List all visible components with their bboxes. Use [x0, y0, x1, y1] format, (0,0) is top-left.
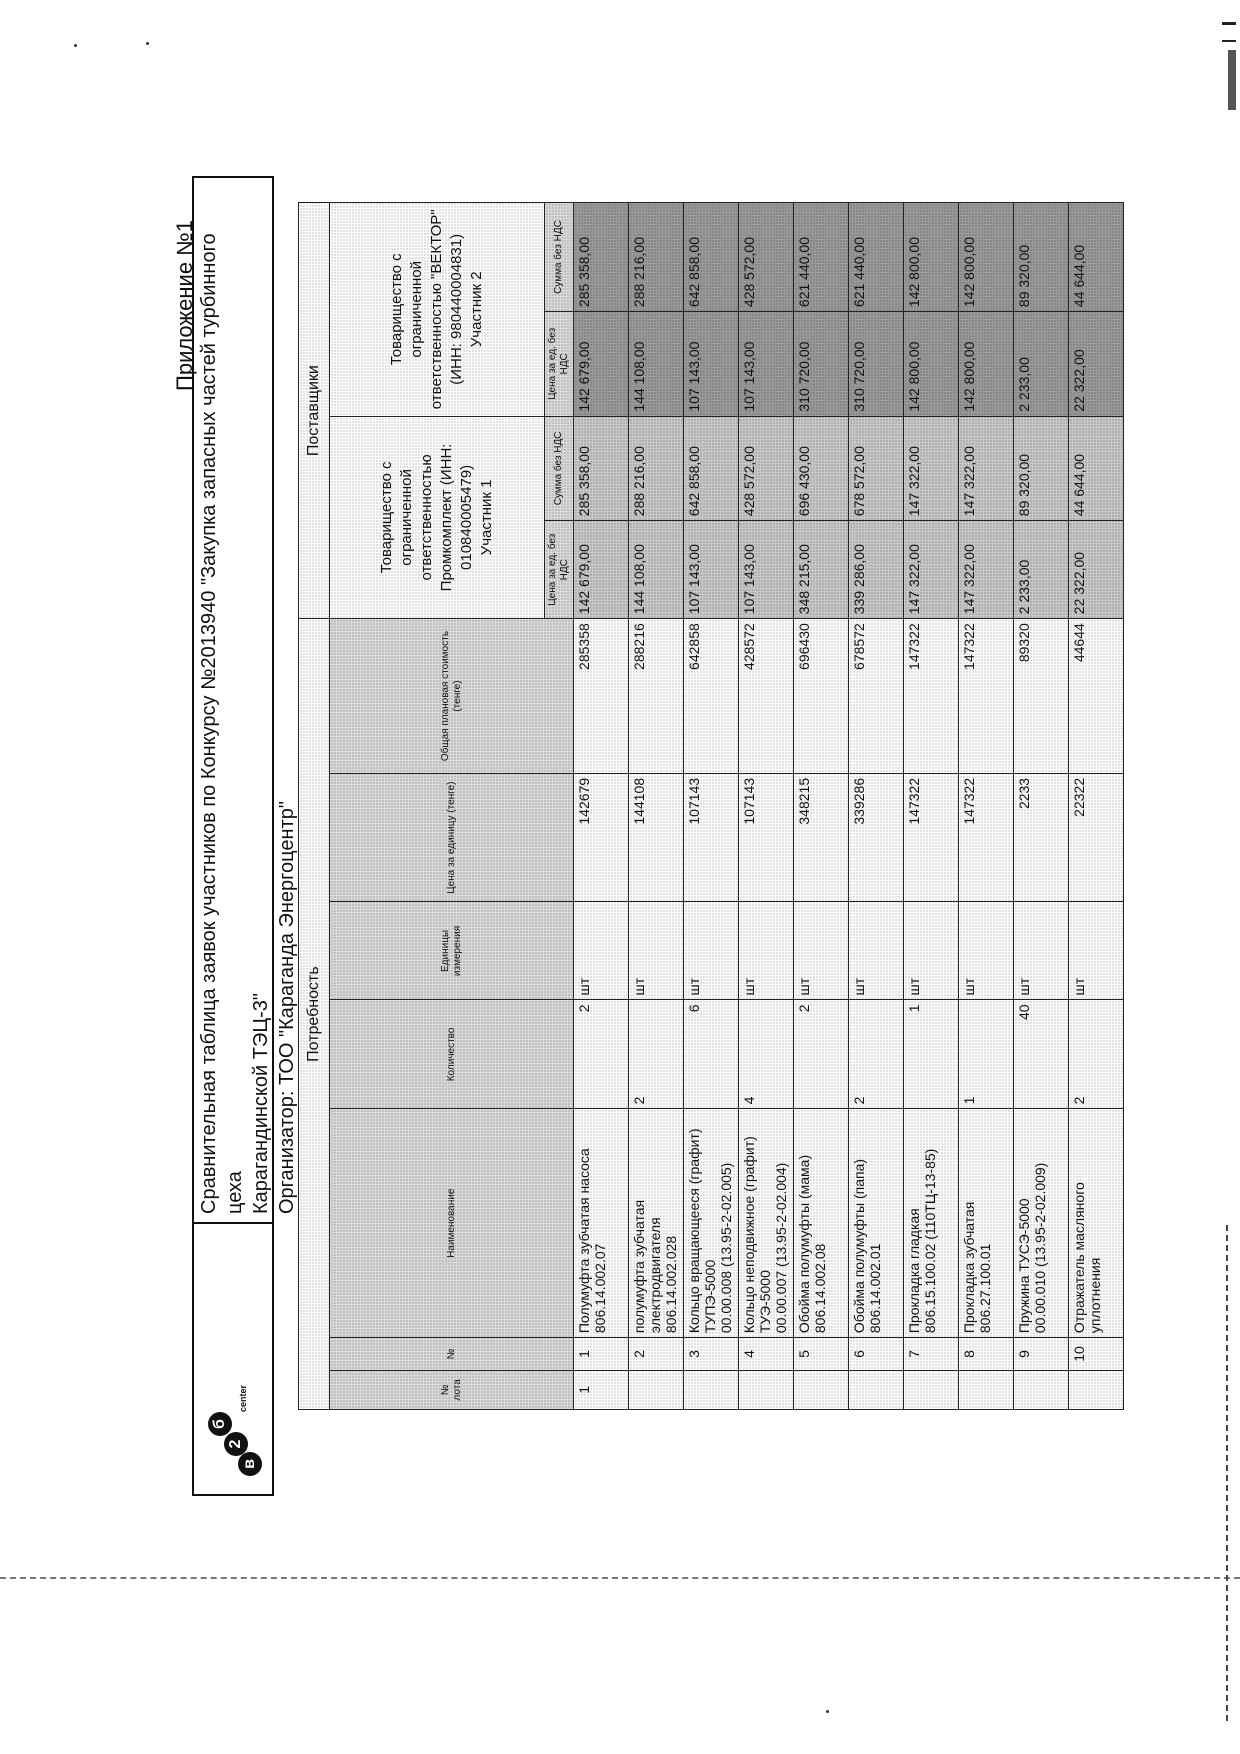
col-unit-price: Цена за единицу (тенге): [330, 773, 574, 902]
qty-value: 2: [851, 1096, 867, 1105]
col-total: Общая плановая стоимость (тенге): [330, 619, 574, 774]
cell-p1-sum: 696 430,00: [794, 416, 849, 521]
cell-no: 1: [574, 1338, 629, 1371]
logo-caption: center: [238, 1384, 248, 1412]
col-no: №: [330, 1338, 574, 1371]
cell-lot: [959, 1370, 1014, 1409]
supplier-2-col-sum: Сумма без НДС: [545, 203, 574, 312]
cell-p2-price: 310 720,00: [794, 312, 849, 417]
table-row: [739, 203, 794, 1410]
col-qty: Количество: [330, 1000, 574, 1109]
supplier-1-header: [330, 416, 545, 619]
cell-unit-price: 144108: [629, 773, 684, 902]
cell-lot: [629, 1370, 684, 1409]
cell-unit-price: 147322: [904, 773, 959, 902]
cell-p1-price: 142 679,00: [574, 521, 629, 619]
cell-total: 288216: [629, 619, 684, 774]
cell-name: [904, 1109, 959, 1338]
cell-p2-sum: 621 440,00: [849, 203, 904, 312]
appendix-label: Приложение №1: [172, 220, 197, 391]
cell-unit: шт: [574, 902, 629, 1000]
table-row: [574, 203, 629, 1410]
cell-p2-price: 144 108,00: [629, 312, 684, 417]
cell-unit-price: 142679: [574, 773, 629, 902]
cell-p1-sum: 678 572,00: [849, 416, 904, 521]
cell-name: [629, 1109, 684, 1338]
cell-unit: шт: [684, 902, 739, 1000]
cell-no: 4: [739, 1338, 794, 1371]
title-cell: [194, 178, 298, 1222]
document-title-line1: Сравнительная таблица заявок участников по Конкурсу №2013940 "Закупка запасных частей турбинного цеха: [198, 233, 246, 1214]
table-row: [629, 203, 684, 1410]
scan-edge-mark: [1222, 40, 1236, 42]
cell-unit: шт: [629, 902, 684, 1000]
cell-lot: [1014, 1370, 1069, 1409]
col-name: Наименование: [330, 1109, 574, 1338]
qty-value: 2: [796, 1004, 812, 1013]
logo-circle: 2: [224, 1432, 248, 1456]
supplier-1-participant: Участник 1: [478, 479, 495, 556]
item-code: 00.00.007 (13.95-2-02.004): [773, 1162, 789, 1334]
item-code: 806.27.100.01: [977, 1243, 993, 1334]
logo-circle: б: [208, 1412, 232, 1436]
cell-unit: шт: [739, 902, 794, 1000]
cell-p2-sum: 285 358,00: [574, 203, 629, 312]
cell-p1-sum: 89 320,00: [1014, 416, 1069, 521]
scan-edge-mark: [1228, 50, 1236, 110]
item-code: 00.00.010 (13.95-2-02.009): [1032, 1162, 1048, 1334]
item-name: Прокладка гладкая: [906, 1208, 922, 1334]
section-need: Потребность: [299, 619, 330, 1410]
cell-lot: [1069, 1370, 1124, 1409]
cell-qty: [574, 1000, 629, 1109]
cell-p1-sum: 147 322,00: [904, 416, 959, 521]
cell-no: 2: [629, 1338, 684, 1371]
item-code: 806.14.002.01: [867, 1243, 883, 1334]
cell-unit: шт: [959, 902, 1014, 1000]
cell-p1-price: 147 322,00: [959, 521, 1014, 619]
cell-unit-price: 348215: [794, 773, 849, 902]
cell-p1-price: 348 215,00: [794, 521, 849, 619]
item-code: 806.14.002.028: [663, 1235, 679, 1334]
item-code: 806.14.002.07: [592, 1243, 608, 1334]
cell-unit: шт: [1069, 902, 1124, 1000]
supplier-1-name: Товарищество с ограниченной ответственностью Промкомплект (ИНН: 010840005479): [378, 443, 475, 592]
item-name: Полумуфта зубчатая насоса: [576, 1148, 592, 1334]
qty-value: 2: [1071, 1096, 1087, 1105]
item-name: Кольцо вращающееся (графит) ТУПЭ-5000: [686, 1128, 718, 1334]
cell-lot: [684, 1370, 739, 1409]
cell-name: [1069, 1109, 1124, 1338]
cell-p1-sum: 285 358,00: [574, 416, 629, 521]
cell-p1-price: 107 143,00: [739, 521, 794, 619]
cell-qty: [1014, 1000, 1069, 1109]
qty-value: 4: [741, 1096, 757, 1105]
cell-p2-sum: 142 800,00: [904, 203, 959, 312]
scan-dot: [146, 42, 149, 45]
supplier-2-name: Товарищество с ограниченной ответственностью "ВЕКТОР" (ИНН: 980440004831): [388, 209, 465, 410]
cell-qty: [794, 1000, 849, 1109]
item-name: Обойма полумуфты (мама): [796, 1154, 812, 1334]
cell-lot: [904, 1370, 959, 1409]
table-row: [794, 203, 849, 1410]
supplier-2-participant: Участник 2: [468, 271, 485, 348]
cell-p2-sum: 288 216,00: [629, 203, 684, 312]
organizer-line: Организатор: ТОО "Караганда Энергоцентр": [276, 801, 298, 1214]
cell-p2-price: 107 143,00: [684, 312, 739, 417]
cell-p1-price: 22 322,00: [1069, 521, 1124, 619]
item-name: полумуфта зубчатая электродвигателя: [631, 1199, 663, 1334]
company-logo: [202, 1408, 264, 1476]
supplier-header-row: [330, 203, 545, 1410]
table-row: [849, 203, 904, 1410]
cell-p1-price: 107 143,00: [684, 521, 739, 619]
document-title-line2: Карагандинской ТЭЦ-3": [250, 992, 272, 1214]
cell-qty: [629, 1000, 684, 1109]
supplier-1-col-sum: Сумма без НДС: [545, 416, 574, 521]
table-row: [684, 203, 739, 1410]
cell-p1-sum: 428 572,00: [739, 416, 794, 521]
cell-qty: [849, 1000, 904, 1109]
cell-p2-price: 22 322,00: [1069, 312, 1124, 417]
cell-unit-price: 107143: [739, 773, 794, 902]
comparison-table: [298, 202, 1124, 1410]
cell-p1-sum: 44 644,00: [1069, 416, 1124, 521]
cell-p1-price: 144 108,00: [629, 521, 684, 619]
cell-total: 428572: [739, 619, 794, 774]
item-code: 00.00.008 (13.95-2-02.005): [718, 1162, 734, 1334]
cell-no: 7: [904, 1338, 959, 1371]
item-name: Отражатель масляного уплотнения: [1071, 1182, 1103, 1334]
cell-no: 8: [959, 1338, 1014, 1371]
qty-value: 2: [576, 1004, 592, 1013]
item-code: 806.15.100.02 (110ТЦ-13-85): [922, 1148, 938, 1334]
table-row: [959, 203, 1014, 1410]
cell-lot: [739, 1370, 794, 1409]
supplier-1-col-price: Цена за ед. без НДС: [545, 521, 574, 619]
cell-unit: шт: [904, 902, 959, 1000]
cell-name: [849, 1109, 904, 1338]
cell-qty: [684, 1000, 739, 1109]
cell-p2-sum: 89 320,00: [1014, 203, 1069, 312]
cell-p2-sum: 428 572,00: [739, 203, 794, 312]
document-header: [192, 176, 298, 1496]
cell-p1-price: 147 322,00: [904, 521, 959, 619]
cell-name: [739, 1109, 794, 1338]
table-row: [904, 203, 959, 1410]
col-lot-no: № лота: [330, 1370, 574, 1409]
cell-qty: [904, 1000, 959, 1109]
cell-unit-price: 339286: [849, 773, 904, 902]
item-name: Обойма полумуфты (папа): [851, 1158, 867, 1334]
cell-no: 9: [1014, 1338, 1069, 1371]
cell-p1-sum: 288 216,00: [629, 416, 684, 521]
item-name: Прокладка зубчатая: [961, 1201, 977, 1334]
cell-p1-sum: 147 322,00: [959, 416, 1014, 521]
supplier-2-header: [330, 203, 545, 417]
qty-value: 40: [1016, 1004, 1032, 1021]
scan-dot: [74, 44, 77, 47]
cell-p2-price: 142 800,00: [959, 312, 1014, 417]
cell-total: 678572: [849, 619, 904, 774]
scan-edge-mark: [1222, 22, 1236, 25]
cell-lot: [794, 1370, 849, 1409]
qty-value: 6: [686, 1004, 702, 1013]
cell-no: 3: [684, 1338, 739, 1371]
item-code: 806.14.002.08: [812, 1243, 828, 1334]
table-row: [1014, 203, 1069, 1410]
logo-cell: [194, 1222, 272, 1494]
cell-no: 10: [1069, 1338, 1124, 1371]
table-row: [1069, 203, 1124, 1410]
cell-name: [794, 1109, 849, 1338]
cell-p2-price: 310 720,00: [849, 312, 904, 417]
scan-edge-rule: [1226, 1225, 1228, 1725]
qty-value: 1: [906, 1004, 922, 1013]
cell-no: 5: [794, 1338, 849, 1371]
cell-name: [684, 1109, 739, 1338]
cell-unit: шт: [849, 902, 904, 1000]
cell-total: 285358: [574, 619, 629, 774]
cell-qty: [1069, 1000, 1124, 1109]
cell-total: 147322: [959, 619, 1014, 774]
cell-no: 6: [849, 1338, 904, 1371]
cell-p2-sum: 621 440,00: [794, 203, 849, 312]
cell-name: [574, 1109, 629, 1338]
cell-unit-price: 2233: [1014, 773, 1069, 902]
cell-p1-sum: 642 858,00: [684, 416, 739, 521]
cell-unit: шт: [1014, 902, 1069, 1000]
cell-p2-price: 142 679,00: [574, 312, 629, 417]
col-unit: Единицы измерения: [330, 902, 574, 1000]
cell-total: 642858: [684, 619, 739, 774]
item-name: Кольцо неподвижное (графит) ТУЭ-5000: [741, 1136, 773, 1334]
cell-total: 696430: [794, 619, 849, 774]
section-suppliers: Поставщики: [299, 203, 330, 619]
cell-total: 89320: [1014, 619, 1069, 774]
cell-unit-price: 147322: [959, 773, 1014, 902]
cell-p1-price: 2 233,00: [1014, 521, 1069, 619]
cell-p2-price: 2 233,00: [1014, 312, 1069, 417]
scan-fold-line: [0, 1577, 1240, 1579]
qty-value: 1: [961, 1096, 977, 1105]
rotated-document-sheet: [172, 190, 1103, 1510]
cell-total: 147322: [904, 619, 959, 774]
cell-p1-price: 339 286,00: [849, 521, 904, 619]
cell-lot: [849, 1370, 904, 1409]
cell-qty: [959, 1000, 1014, 1109]
section-header-row: [299, 203, 330, 1410]
cell-lot: 1: [574, 1370, 629, 1409]
cell-name: [1014, 1109, 1069, 1338]
supplier-2-col-price: Цена за ед. без НДС: [545, 312, 574, 417]
cell-unit: шт: [794, 902, 849, 1000]
qty-value: 2: [631, 1096, 647, 1105]
cell-name: [959, 1109, 1014, 1338]
logo-circle: в: [238, 1452, 262, 1476]
cell-total: 44644: [1069, 619, 1124, 774]
item-name: Пружина ТУСЭ-5000: [1016, 1198, 1032, 1334]
scan-dot: [826, 1710, 829, 1713]
cell-p2-sum: 642 858,00: [684, 203, 739, 312]
cell-p2-sum: 44 644,00: [1069, 203, 1124, 312]
cell-p2-sum: 142 800,00: [959, 203, 1014, 312]
cell-p2-price: 142 800,00: [904, 312, 959, 417]
cell-unit-price: 22322: [1069, 773, 1124, 902]
table-body: [574, 203, 1124, 1410]
cell-qty: [739, 1000, 794, 1109]
cell-unit-price: 107143: [684, 773, 739, 902]
cell-p2-price: 107 143,00: [739, 312, 794, 417]
